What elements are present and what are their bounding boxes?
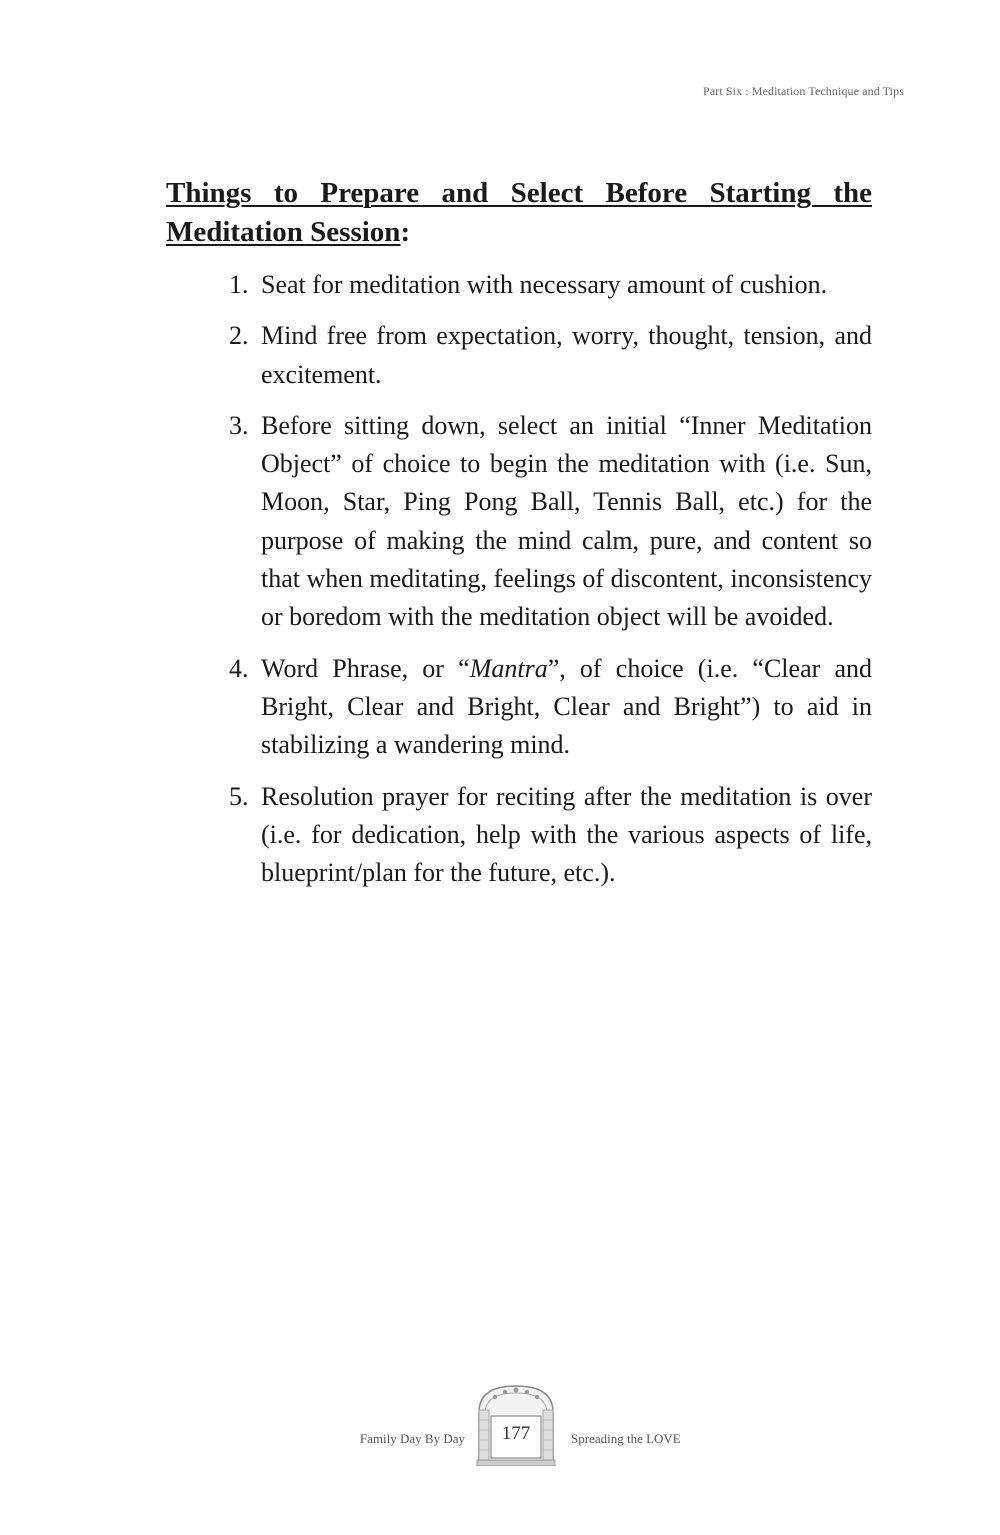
list-item-number: 4. <box>229 653 249 683</box>
page-number: 177 <box>501 1423 531 1444</box>
list-item-number: 3. <box>229 410 249 440</box>
page-content <box>166 174 872 905</box>
list-item <box>166 650 872 765</box>
footer-book-title: Family Day By Day <box>359 1431 465 1446</box>
list-item <box>166 778 872 893</box>
preparation-list <box>166 266 872 892</box>
list-item-number: 2. <box>229 321 249 351</box>
list-item-text: Mind free from expectation, worry, thought, tension, and excitement. <box>261 321 872 389</box>
list-item-text-before: Word Phrase, or “ <box>261 653 470 683</box>
list-item-text: Before sitting down, select an initial “Inner Meditation Object” of choice to begin the meditation with (i.e. Sun, Moon, Star, Ping Pong Ball, Tennis Ball, etc.) for the purpose of making the mind calm, pure, and content so that when meditating, feelings of discontent, inconsistency or boredom with the meditation object will be avoided. <box>261 410 872 632</box>
list-item-text: Seat for meditation with necessary amount of cushion. <box>261 270 828 299</box>
section-heading-colon: : <box>400 216 411 248</box>
list-item-number: 5. <box>229 781 249 811</box>
section-heading <box>166 174 872 252</box>
mantra-emphasis: Mantra <box>469 653 548 683</box>
footer-tagline: Spreading the LOVE <box>571 1431 681 1446</box>
list-item-text-after: ”, of choice (i.e. “Clear and Bright, Clear and Bright, Clear and Bright”) to aid in stabilizing a wandering mind. <box>261 653 872 760</box>
page-footer <box>0 1380 1000 1470</box>
list-item <box>166 407 872 637</box>
running-header: Part Six : Meditation Technique and Tips <box>703 84 904 98</box>
list-item <box>166 317 872 394</box>
list-item-text: Resolution prayer for reciting after the meditation is over (i.e. for dedication, help with the various aspects of life, blueprint/plan for the future, etc.). <box>261 781 872 888</box>
list-item <box>166 266 872 304</box>
list-item-number: 1. <box>229 270 249 299</box>
section-heading-text: Things to Prepare and Select Before Starting the Meditation Session <box>166 177 872 248</box>
